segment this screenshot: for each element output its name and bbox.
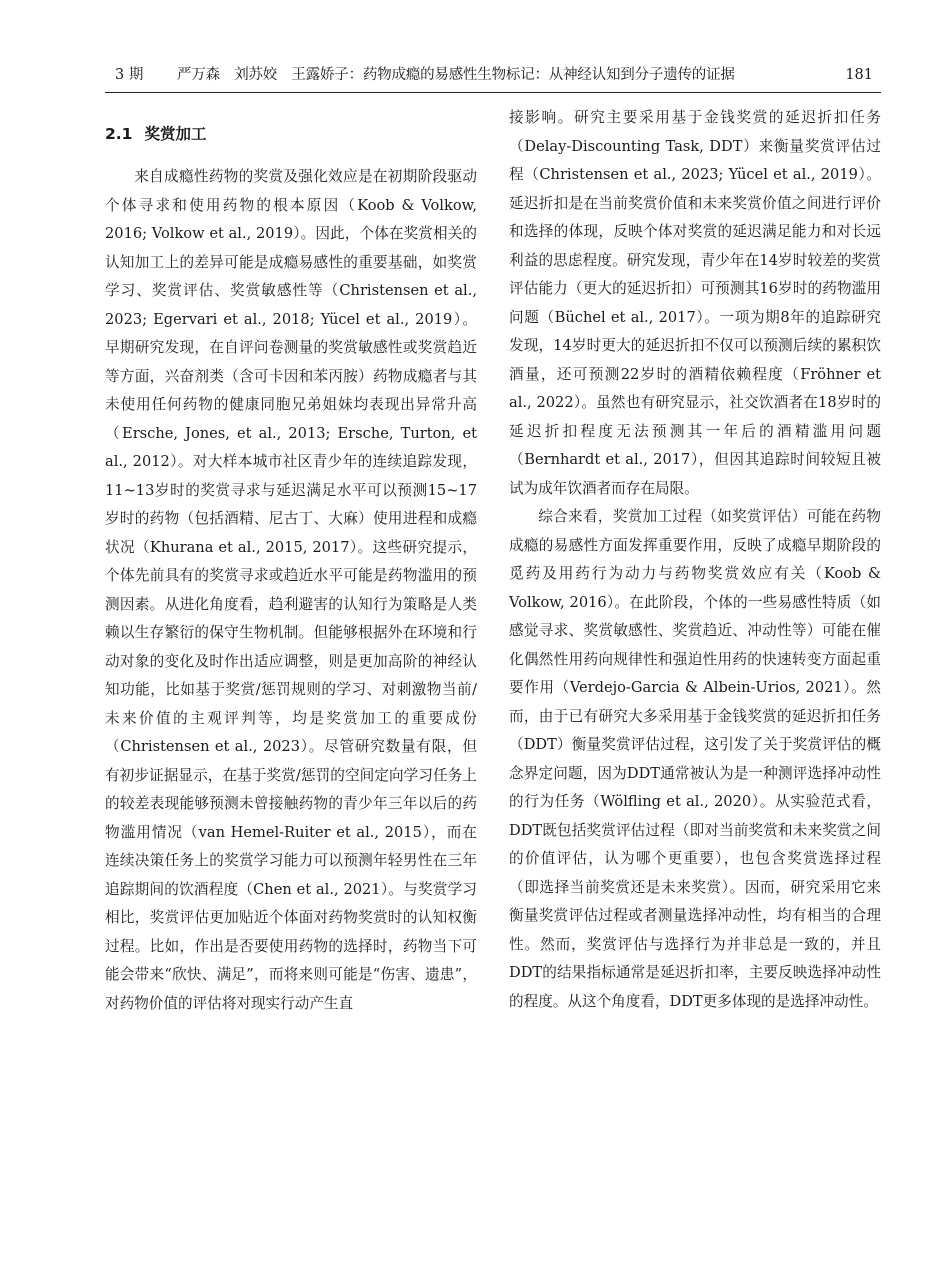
body-paragraph: 来自成瘾性药物的奖赏及强化效应是在初期阶段驱动个体寻求和使用药物的根本原因（Koob & Volkow, 2016; Volkow et al., 2019）。因此，个体在奖赏相关的认知加工上的差异可能是成瘾易感性的重要基础，如奖赏学习、奖赏评估、奖赏敏感性等（Christensen et al., 2023; Egervari et al., 2018; Yücel et al., 2019）。早期研究发现，在自评问卷测量的奖赏敏感性或奖赏趋近等方面，兴奋剂类（含可卡因和苯丙胺）药物成瘾者与其未使用任何药物的健康同胞兄弟姐妹均表现出异常升高（Ersche, Jones, et al., 2013; Ersche, Turton, et al., 2012）。对大样本城市社区青少年的连续追踪发现，11~13岁时的奖赏寻求与延迟满足水平可以预测15~17岁时的药物（包括酒精、尼古丁、大麻）使用进程和成瘾状况（Khurana et al., 2015, 2017）。这些研究提示，个体先前具有的奖赏寻求或趋近水平可能是药物滥用的预测因素。从进化角度看，趋利避害的认知行为策略是人类赖以生存繁衍的保守生物机制。但能够根据外在环境和行动对象的变化及时作出适应调整，则是更加高阶的神经认知功能，比如基于奖赏/惩罚规则的学习、对刺激物当前/未来价值的主观评判等，均是奖赏加工的重要成份（Christensen et al., 2023）。尽管研究数量有限，但有初步证据显示，在基于奖赏/惩罚的空间定向学习任务上的较差表现能够预测未曾接触药物的青少年三年以后的药物滥用情况（van Hemel-Ruiter et al., 2015），而在连续决策任务上的奖赏学习能力可以预测年轻男性在三年追踪期间的饮酒程度（Chen et al., 2021）。与奖赏学习相比，奖赏评估更加贴近个体面对药物奖赏时的认知权衡过程。比如，作出是否要使用药物的选择时，药物当下可能会带来“欣快、满足”，而将来则可能是“伤害、遗患”，对药物价值的评估将对现实行动产生直 [105, 168, 477, 1012]
section-heading [105, 120, 206, 148]
header-divider [105, 92, 881, 93]
body-paragraph-continued: 接影响。研究主要采用基于金钱奖赏的延迟折扣任务（Delay-Discounting Task, DDT）来衡量奖赏评估过程（Christensen et al., 2023; Yücel et al., 2019）。延迟折扣是在当前奖赏价值和未来奖赏价值之间进行评价和选择的体现，反映个体对奖赏的延迟满足能力和对长远利益的思虑程度。研究发现，青少年在14岁时较差的奖赏评估能力（更大的延迟折扣）可预测其16岁时的药物滥用问题（Büchel et al., 2017）。一项为期8年的追踪研究发现，14岁时更大的延迟折扣不仅可以预测后续的累积饮酒量，还可预测22岁时的酒精依赖程度（Fröhner et al., 2022）。虽然也有研究显示，社交饮酒者在18岁时的延迟折扣程度无法预测其一年后的酒精滥用问题（Bernhardt et al., 2017），但因其追踪时间较短且被试为成年饮酒者而存在局限。 [509, 109, 881, 497]
left-column [105, 163, 477, 1018]
running-title: 严万森 刘苏姣 王露娇子：药物成瘾的易感性生物标记：从神经认知到分子遗传的证据 [177, 67, 735, 83]
right-column [509, 104, 881, 1016]
running-header [105, 62, 881, 88]
section-number: 2.1 [105, 125, 133, 143]
issue-number: 3 期 [115, 67, 144, 83]
page-number: 181 [845, 67, 873, 83]
section-title: 奖赏加工 [144, 125, 207, 143]
body-paragraph: 综合来看，奖赏加工过程（如奖赏评估）可能在药物成瘾的易感性方面发挥重要作用，反映了成瘾早期阶段的觅药及用药行为动力与药物奖赏效应有关（Koob & Volkow, 2016）。在此阶段，个体的一些易感性特质（如感觉寻求、奖赏敏感性、奖赏趋近、冲动性等）可能在催化偶然性用药向规律性和强迫性用药的快速转变方面起重要作用（Verdejo-Garcia & Albein-Urios, 2021）。然而，由于已有研究大多采用基于金钱奖赏的延迟折扣任务（DDT）衡量奖赏评估过程，这引发了关于奖赏评估的概念界定问题，因为DDT通常被认为是一种测评选择冲动性的行为任务（Wölfling et al., 2020）。从实验范式看，DDT既包括奖赏评估过程（即对当前奖赏和未来奖赏之间的价值评估，认为哪个更重要），也包含奖赏选择过程（即选择当前奖赏还是未来奖赏）。因而，研究采用它来衡量奖赏评估过程或者测量选择冲动性，均有相当的合理性。然而，奖赏评估与选择行为并非总是一致的，并且DDT的结果指标通常是延迟折扣率，主要反映选择冲动性的程度。从这个角度看，DDT更多体现的是选择冲动性。 [509, 508, 881, 1010]
